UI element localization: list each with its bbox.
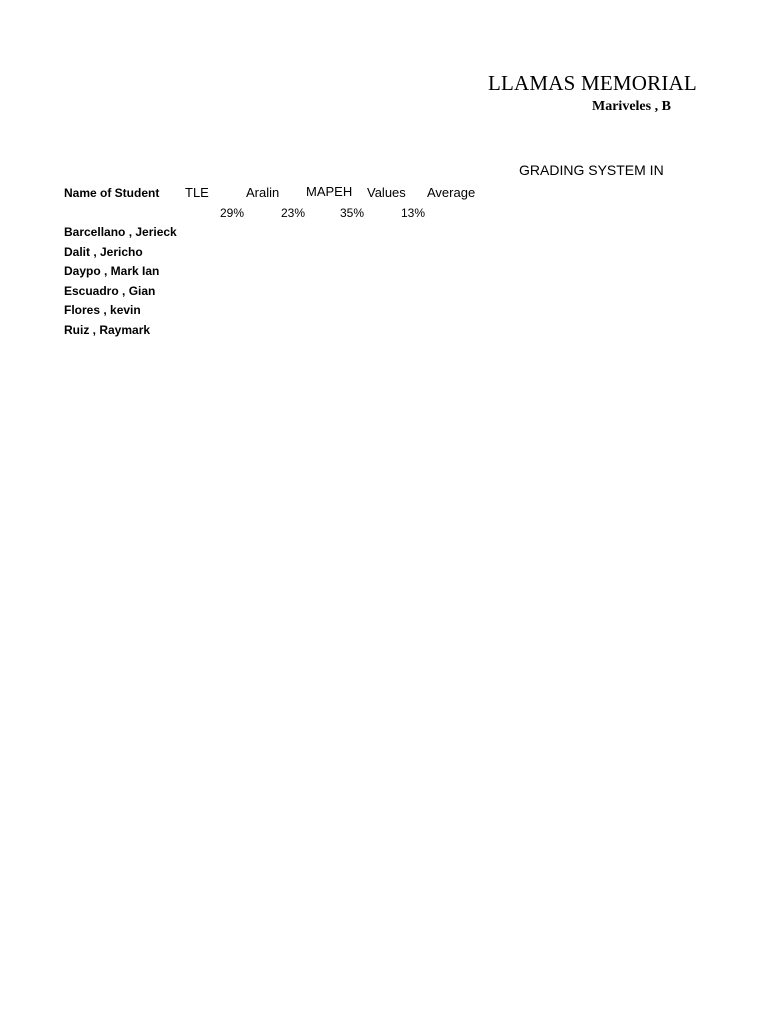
column-header-average: Average: [427, 185, 476, 200]
student-row: Daypo , Mark Ian: [64, 264, 160, 278]
column-header-mapeh: MAPEH: [306, 184, 353, 199]
student-row: Ruiz , Raymark: [64, 322, 151, 337]
weight-aralin: 23%: [281, 206, 306, 220]
student-row: Barcellano , Jerieck: [64, 225, 177, 239]
column-header-name: Name of Student: [64, 186, 160, 200]
column-header-values: Values: [367, 185, 406, 200]
student-row: Escuadro , Gian: [64, 283, 156, 298]
column-header-aralin: Aralin: [246, 185, 280, 200]
school-location: Mariveles , B: [592, 99, 671, 114]
weight-values: 13%: [401, 206, 426, 220]
weight-tle: 29%: [220, 206, 245, 220]
weight-mapeh: 35%: [340, 206, 365, 220]
student-list: [64, 224, 177, 341]
student-row: Flores , kevin: [64, 303, 141, 317]
student-row: Dalit , Jericho: [64, 244, 143, 259]
school-title: LLAMAS MEMORIAL: [488, 71, 697, 95]
column-header-tle: TLE: [185, 185, 209, 200]
grading-system-heading: GRADING SYSTEM IN: [519, 162, 664, 178]
